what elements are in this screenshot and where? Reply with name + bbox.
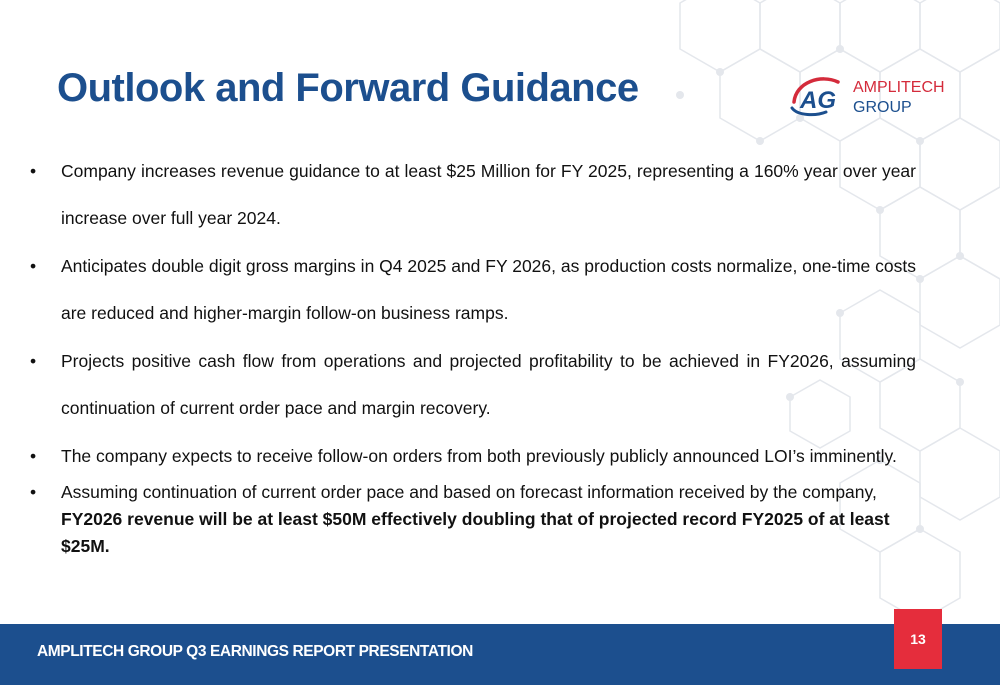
bullet-text: Assuming continuation of current order pace and based on forecast information received by the company,	[61, 482, 877, 502]
bullet-item	[30, 243, 916, 337]
bullet-icon: •	[30, 161, 37, 181]
bullet-text: Company increases revenue guidance to at least $25 Million for FY 2025, representing a 160% year over year increase over full year 2024.	[61, 161, 916, 228]
bullet-text: Projects positive cash flow from operations and projected profitability to be achieved in FY2026, assuming continuation of current order pace and margin recovery.	[61, 351, 916, 418]
bullet-icon: •	[30, 351, 37, 371]
bullet-icon: •	[30, 256, 37, 276]
bullet-list	[30, 148, 916, 560]
bullet-icon: •	[30, 446, 37, 466]
logo-subtitle: GROUP	[853, 99, 912, 116]
bullet-item	[30, 479, 916, 560]
svg-text:AG: AG	[800, 87, 836, 114]
footer-bar	[0, 624, 1000, 685]
slide-title: Outlook and Forward Guidance	[57, 66, 639, 110]
bullet-bold-text: FY2026 revenue will be at least $50M effectively doubling that of projected record FY2025 of at least $25M.	[61, 509, 890, 556]
bullet-item	[30, 338, 916, 432]
bullet-icon: •	[30, 482, 37, 502]
page-number-badge: 13	[894, 609, 942, 669]
bullet-text: Anticipates double digit gross margins in Q4 2025 and FY 2026, as production costs normalize, one-time costs are reduced and higher-margin follow-on business ramps.	[61, 256, 916, 323]
company-logo	[786, 70, 946, 124]
logo-name: AMPLITECH	[853, 79, 945, 96]
bullet-text: The company expects to receive follow-on orders from both previously publicly announced LOI’s imminently.	[61, 446, 897, 466]
amplitech-logo-icon	[786, 72, 850, 118]
bullet-item	[30, 148, 916, 242]
bullet-item	[30, 433, 916, 480]
footer-text: AMPLITECH GROUP Q3 EARNINGS REPORT PRESENTATION	[37, 643, 473, 660]
